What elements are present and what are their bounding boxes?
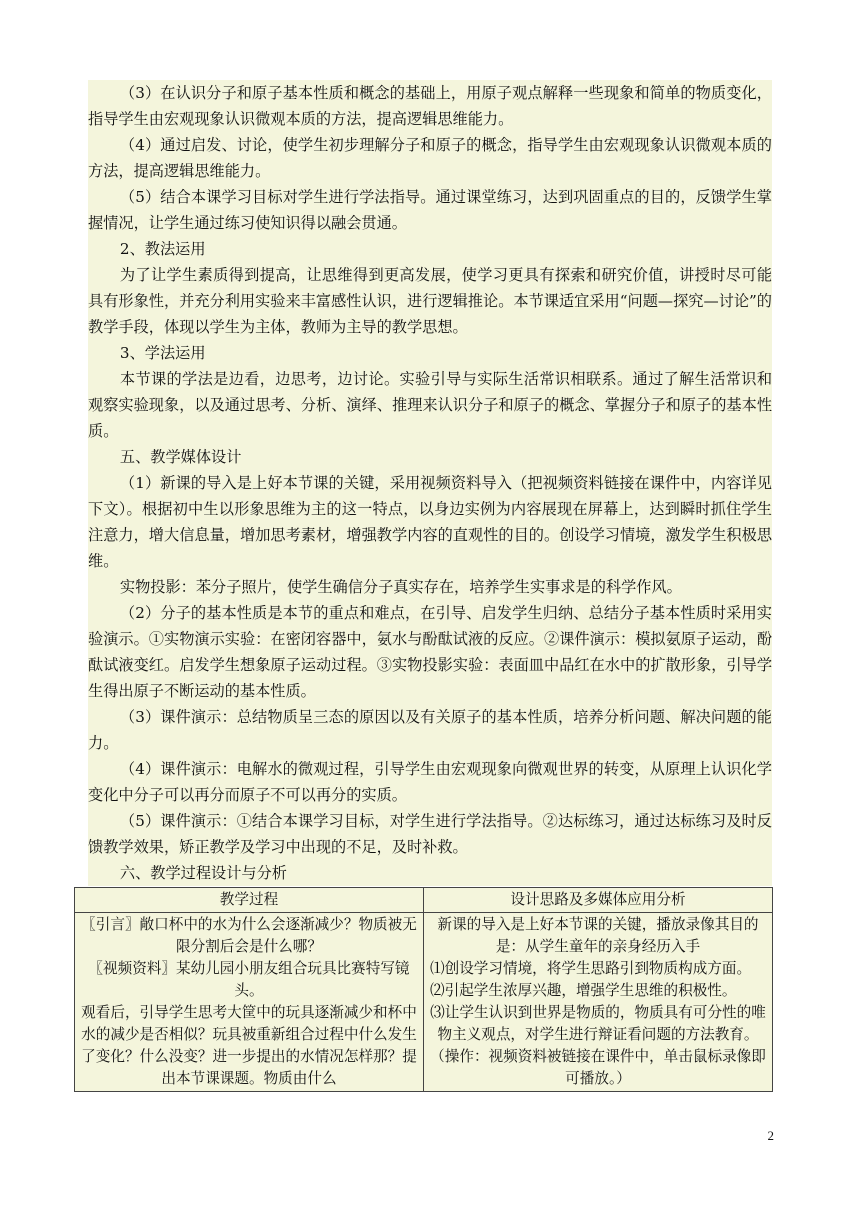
column-header: 教学过程 xyxy=(75,888,424,913)
section-heading: 六、教学过程设计与分析 xyxy=(119,864,287,882)
cell-line: ⑵引起学生浓厚兴趣，增强学生思维的积极性。 xyxy=(430,982,737,999)
paragraph: 本节课的学法是边看，边思考，边讨论。实验引导与实际生活常识相联系。通过了解生活常识和观察实验现象，以及通过思考、分析、演绎、推理来认识分子和原子的概念、掌握分子和原子的基本性质。 xyxy=(88,370,772,440)
column-header: 设计思路及多媒体应用分析 xyxy=(424,888,773,913)
paragraph: （5）课件演示：①结合本课学习目标，对学生进行学法指导。②达标练习，通过达标练习及时反馈教学效果，矫正教学及学习中出现的不足，及时补救。 xyxy=(88,812,772,856)
cell-line: 〖视频资料〗某幼儿园小朋友组合玩具比赛特写镜头。 xyxy=(88,960,410,999)
paragraph: （2）分子的基本性质是本节的重点和难点，在引导、启发学生归纳、总结分子基本性质时采用实验演示。①实物演示实验：在密闭容器中，氨水与酚酞试液的反应。②课件演示：模拟氨原子运动，酚酞试液变红。启发学生想象原子运动过程。③实物投影实验：表面皿中品红在水中的扩散形象，引导学生得出原子不断运动的基本性质。 xyxy=(88,604,772,700)
paragraph: 实物投影：苯分子照片，使学生确信分子真实存在，培养学生实事求是的科学作风。 xyxy=(119,578,682,596)
page-number: 2 xyxy=(767,1128,774,1143)
paragraph: （5）结合本课学习目标对学生进行学法指导。通过课堂练习，达到巩固重点的目的，反馈学生掌握情况，让学生通过练习使知识得以融会贯通。 xyxy=(88,188,772,232)
cell-line: ⑴创设学习情境，将学生思路引到物质构成方面。 xyxy=(430,960,752,977)
paragraph: （4）课件演示：电解水的微观过程，引导学生由宏观现象向微观世界的转变，从原理上认识化学变化中分子可以再分而原子不可以再分的实质。 xyxy=(88,760,772,804)
cell-line: 观看后，引导学生思考大筐中的玩具逐渐减少和杯中水的减少是否相似？玩具被重新组合过程中什么发生了变化？什么没变？进一步提出的水情况怎样那？提出本节课课题。物质由什么 xyxy=(81,1004,417,1087)
paragraph: （1）新课的导入是上好本节课的关键，采用视频资料导入（把视频资料链接在课件中，内容详见下文）。根据初中生以形象思维为主的这一特点，以身边实例为内容展现在屏幕上，达到瞬时抓住学生注意力，增大信息量，增加思考素材，增强教学内容的直观性的目的。创设学习情境，激发学生积极思维。 xyxy=(88,474,772,570)
teaching-process-table xyxy=(74,887,773,1092)
body-text xyxy=(88,80,772,886)
cell-line: （操作：视频资料被链接在课件中，单击鼠标录像即可播放。） xyxy=(430,1048,766,1087)
paragraph: （3）在认识分子和原子基本性质和概念的基础上，用原子观点解释一些现象和简单的物质变化，指导学生由宏观现象认识微观本质的方法，提高逻辑思维能力。 xyxy=(88,84,772,128)
cell-line: 〖引言〗敞口杯中的水为什么会逐渐减少？物质被无限分割后会是什么哪？ xyxy=(81,916,417,955)
section-heading: 2、教法运用 xyxy=(119,240,206,258)
cell-line: ⑶让学生认识到世界是物质的，物质具有可分性的唯物主义观点，对学生进行辩证看问题的方法教育。 xyxy=(430,1004,766,1043)
paragraph: （4）通过启发、讨论，使学生初步理解分子和原子的概念，指导学生由宏观现象认识微观本质的方法，提高逻辑思维能力。 xyxy=(88,136,772,180)
section-heading: 五、教学媒体设计 xyxy=(119,448,242,466)
paragraph: （3）课件演示：总结物质呈三态的原因以及有关原子的基本性质，培养分析问题、解决问题的能力。 xyxy=(88,708,772,752)
table-header-row xyxy=(75,888,773,913)
analysis-cell xyxy=(424,913,773,1092)
process-cell xyxy=(75,913,424,1092)
table-row xyxy=(75,913,773,1092)
paragraph: 为了让学生素质得到提高，让思维得到更高发展，使学习更具有探索和研究价值，讲授时尽可能具有形象性，并充分利用实验来丰富感性认识，进行逻辑推论。本节课适宜采用“问题—探究—讨论”的教学手段，体现以学生为主体，教师为主导的教学思想。 xyxy=(88,266,772,336)
cell-line: 新课的导入是上好本节课的关键，播放录像其目的是：从学生童年的亲身经历入手 xyxy=(437,916,759,955)
section-heading: 3、学法运用 xyxy=(119,344,206,362)
